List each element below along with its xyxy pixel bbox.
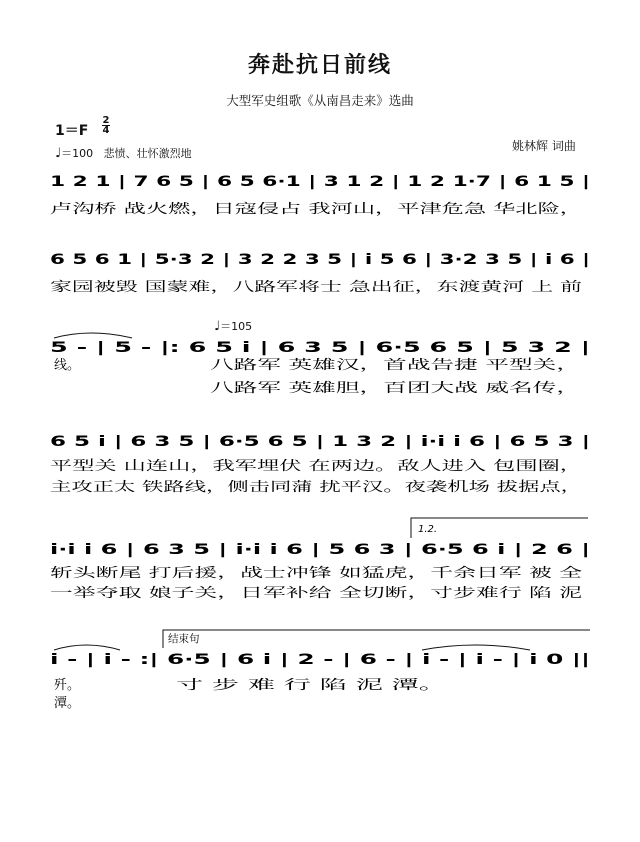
lyric-text-4: 八路军 英雄汉，首战告捷 平型关， <box>210 358 414 373</box>
tempo-marking-2 <box>214 318 252 334</box>
lyric-line-12 <box>50 693 90 711</box>
lyric-text-3: 线。 <box>54 358 81 373</box>
lyric-text-6: 平型关 山连山，我军埋伏 在两边。敌人进入 包围圈， <box>50 459 362 474</box>
lyric-line-7 <box>50 477 595 495</box>
lyric-text-5: 八路军 英雄胆，百团大战 威名传， <box>210 381 414 396</box>
key-signature: 1＝F <box>55 123 89 139</box>
lyric-text-7: 主攻正太 铁路线，侧击同蒲 扰平汉。夜袭机场 拔据点， <box>50 480 375 495</box>
tie-arc <box>54 645 120 650</box>
lyric-line-6 <box>50 456 595 474</box>
lyric-line-2 <box>50 277 595 295</box>
lyric-line-1 <box>50 199 595 217</box>
quarter-note-icon: ♩ <box>55 146 62 161</box>
volta-line <box>411 518 588 538</box>
lyric-text-10: 歼。 <box>54 678 81 693</box>
tie-arc <box>422 645 530 650</box>
notation-text-6: i - | i - :| 6·5 | 6 i | 2 - | 6 - | i - | i - | i 0 || <box>50 652 590 668</box>
notation-line-4 <box>50 428 595 452</box>
notation-text-1: 1 2 1 | 7 6 5 | 6 5 6·1 | 3 1 2 | 1 2 1·7 | 6 1 5 | <box>50 174 590 190</box>
song-subtitle: 大型军史组歌《从南昌走来》选曲 <box>226 93 414 108</box>
notation-text-2: 6 5 6 1 | 5·3 2 | 3 2 2 3 5 | i 5 6 | 3·2 3 5 | i 6 | <box>50 252 590 268</box>
lyric-text-2: 家园被毁 国蒙难，八路军将士 急出征，东渡黄河 上 前 <box>50 280 366 295</box>
tempo-marking-1 <box>55 145 192 161</box>
time-signature <box>101 116 111 135</box>
notation-text-3: 5 - | 5 - |: 6 5 i | 6 3 5 | 6·5 6 5 | 5 3 2 | <box>50 340 590 356</box>
tempo-value-1: ＝100 <box>61 147 94 160</box>
lyric-line-9 <box>50 583 595 601</box>
tempo-value-2: ＝105 <box>220 320 253 333</box>
lyric-text-12: 潭。 <box>54 696 81 711</box>
lyric-text-11: 寸 步 难 行 陷 泥 潭。 <box>176 678 305 693</box>
notation-line-1 <box>50 168 595 192</box>
lyric-line-3 <box>50 355 90 373</box>
notation-line-6 <box>50 646 595 670</box>
time-signature-top: 2 <box>102 115 110 126</box>
tie-arc <box>54 333 132 338</box>
notation-line-5 <box>50 536 595 560</box>
expression-text: 悲愤、壮怀激烈地 <box>103 147 192 160</box>
lyric-line-5 <box>210 378 590 396</box>
composer-credit: 姚林辉 词曲 <box>512 139 576 153</box>
coda-bracket <box>162 628 592 648</box>
time-signature-bottom: 4 <box>102 125 110 136</box>
notation-text-5: i·i i 6 | 6 3 5 | i·i i 6 | 5 6 3 | 6·5 6 i | 2 6 | <box>50 542 590 558</box>
volta-bracket <box>410 516 590 538</box>
lyric-line-10 <box>50 675 90 693</box>
lyric-line-11 <box>176 675 466 693</box>
volta-label: 1.2. <box>418 524 438 535</box>
notation-line-2 <box>50 246 595 270</box>
lyric-text-9: 一举夺取 娘子关，日军补给 全切断，寸步难行 陷 泥 <box>50 586 353 601</box>
lyric-text-8: 斩头断尾 打后援，战士冲锋 如猛虎，千余日军 被 全 <box>50 566 353 581</box>
lyric-line-4 <box>210 355 590 373</box>
coda-label: 结束句 <box>168 633 200 645</box>
notation-text-4: 6 5 i | 6 3 5 | 6·5 6 5 | 1 3 2 | i·i i 6 | 6 5 3 | <box>50 434 590 450</box>
lyric-text-1: 卢沟桥 战火燃，日寇侵占 我河山，平津危急 华北险， <box>50 202 362 217</box>
lyric-line-8 <box>50 563 595 581</box>
quarter-note-icon: ♩ <box>214 319 221 334</box>
song-title: 奔赴抗日前线 <box>247 53 392 78</box>
